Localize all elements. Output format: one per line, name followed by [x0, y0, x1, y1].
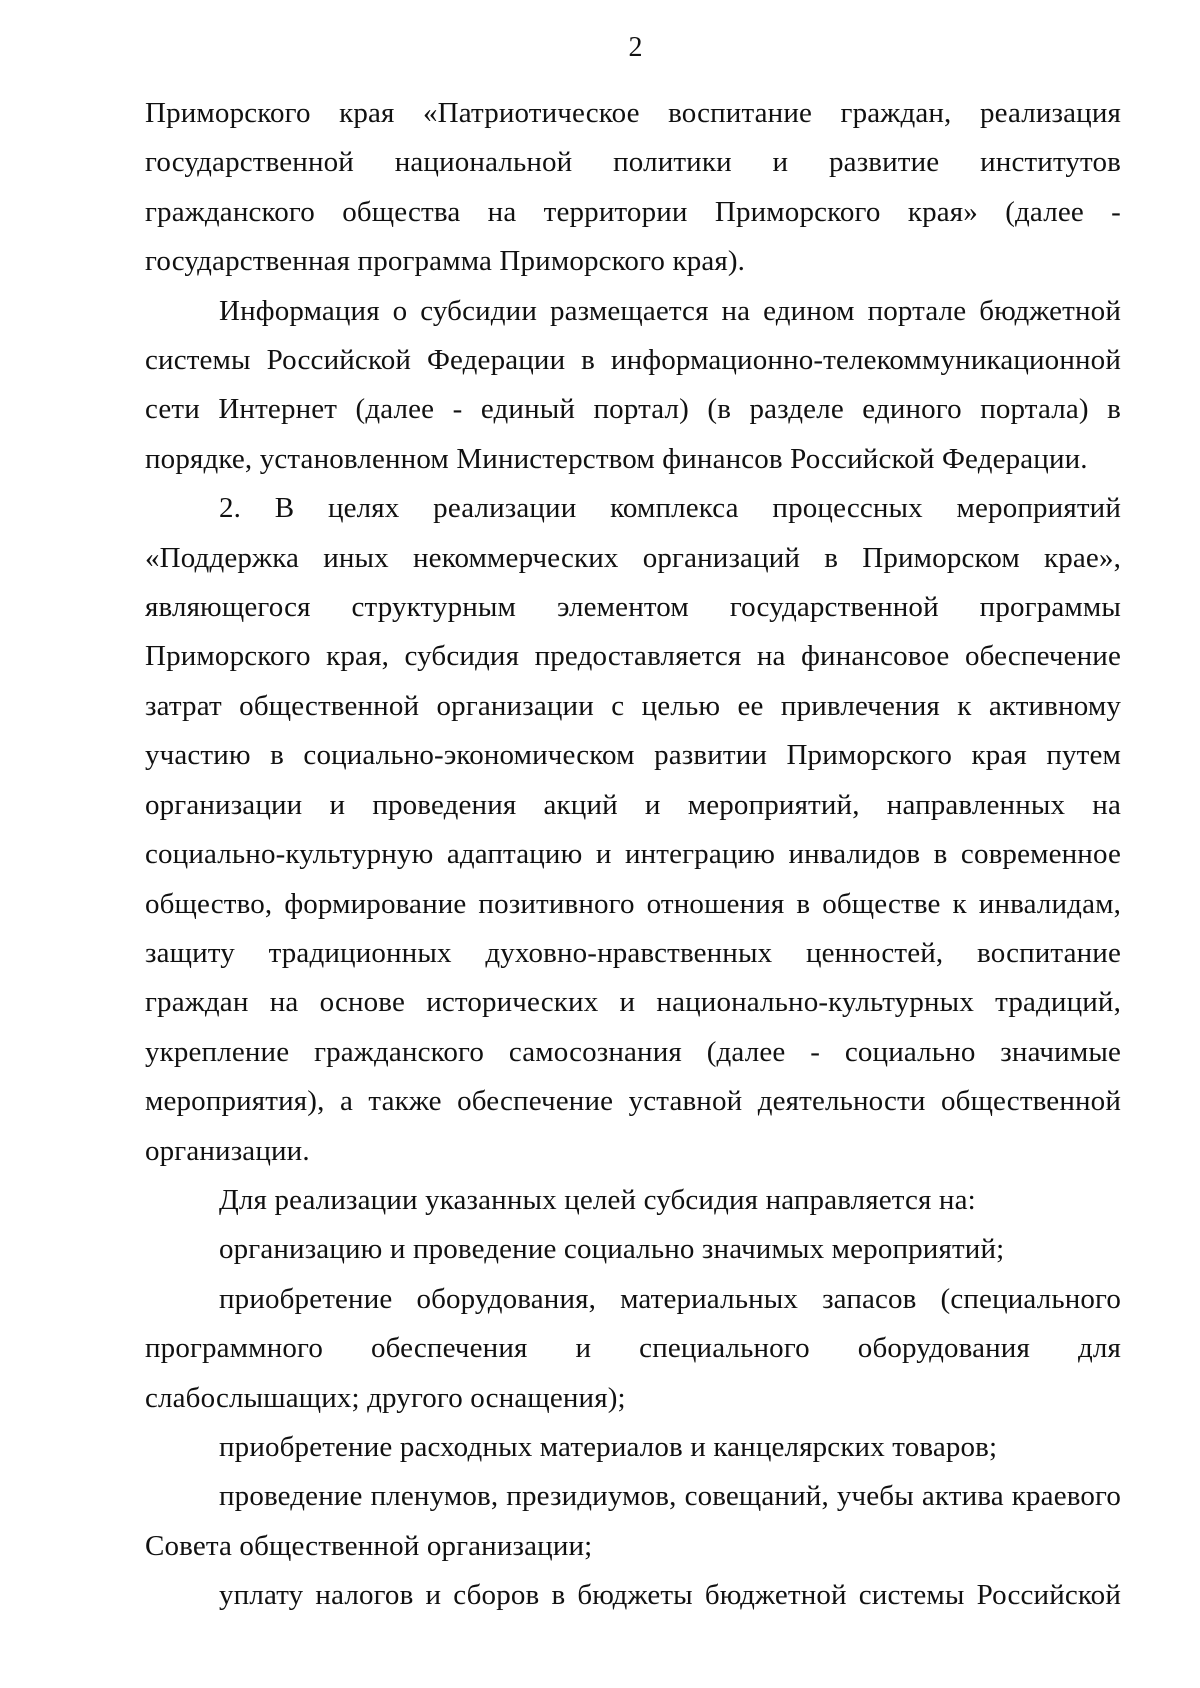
list-item-meetings: проведение пленумов, президиумов, совещаний, учебы актива краевого Совета общественной организации;: [145, 1480, 1121, 1562]
list-item-equipment: приобретение оборудования, материальных запасов (специального программного обеспечения и специального оборудования для слабослышащих; другого оснащения);: [145, 1282, 1121, 1414]
list-item-events: организацию и проведение социально значимых мероприятий;: [219, 1233, 1005, 1266]
paragraph-subsidy-directions-intro: Для реализации указанных целей субсидия направляется на:: [219, 1183, 976, 1216]
list-item-supplies: приобретение расходных материалов и канцелярских товаров;: [219, 1430, 998, 1463]
page-number: 2: [628, 32, 643, 63]
document-body: [145, 89, 1121, 1621]
paragraph-subsidy-info-portal: Информация о субсидии размещается на едином портале бюджетной системы Российской Федерации в информационно-телекоммуникационной сети Интернет (далее - единый портал) (в разделе единого портала) в порядке, установленном Министерством финансов Российской Федерации.: [145, 294, 1121, 475]
paragraph-subsidy-purpose: 2. В целях реализации комплекса процессных мероприятий «Поддержка иных некоммерческих организаций в Приморском крае», являющегося структурным элементом государственной программы Приморского края, субсидия предоставляется на финансовое обеспечение затрат общественной организации с целью ее привлечения к активному участию в социально-экономическом развитии Приморского края путем организации и проведения акций и мероприятий, направленных на социально-культурную адаптацию и интеграцию инвалидов в современное общество, формирование позитивного отношения в обществе к инвалидам, защиту традиционных духовно-нравственных ценностей, воспитание граждан на основе исторических и национально-культурных традиций, укрепление гражданского самосознания (далее - социально значимые мероприятия), а также обеспечение уставной деятельности общественной организации.: [145, 492, 1121, 1167]
list-item-taxes: уплату налогов и сборов в бюджеты бюджетной системы Российской: [219, 1579, 1121, 1612]
paragraph-program-name: Приморского края «Патриотическое воспитание граждан, реализация государственной национальной политики и развитие институтов гражданского общества на территории Приморского края» (далее - государственная программа Приморского края).: [145, 97, 1121, 278]
